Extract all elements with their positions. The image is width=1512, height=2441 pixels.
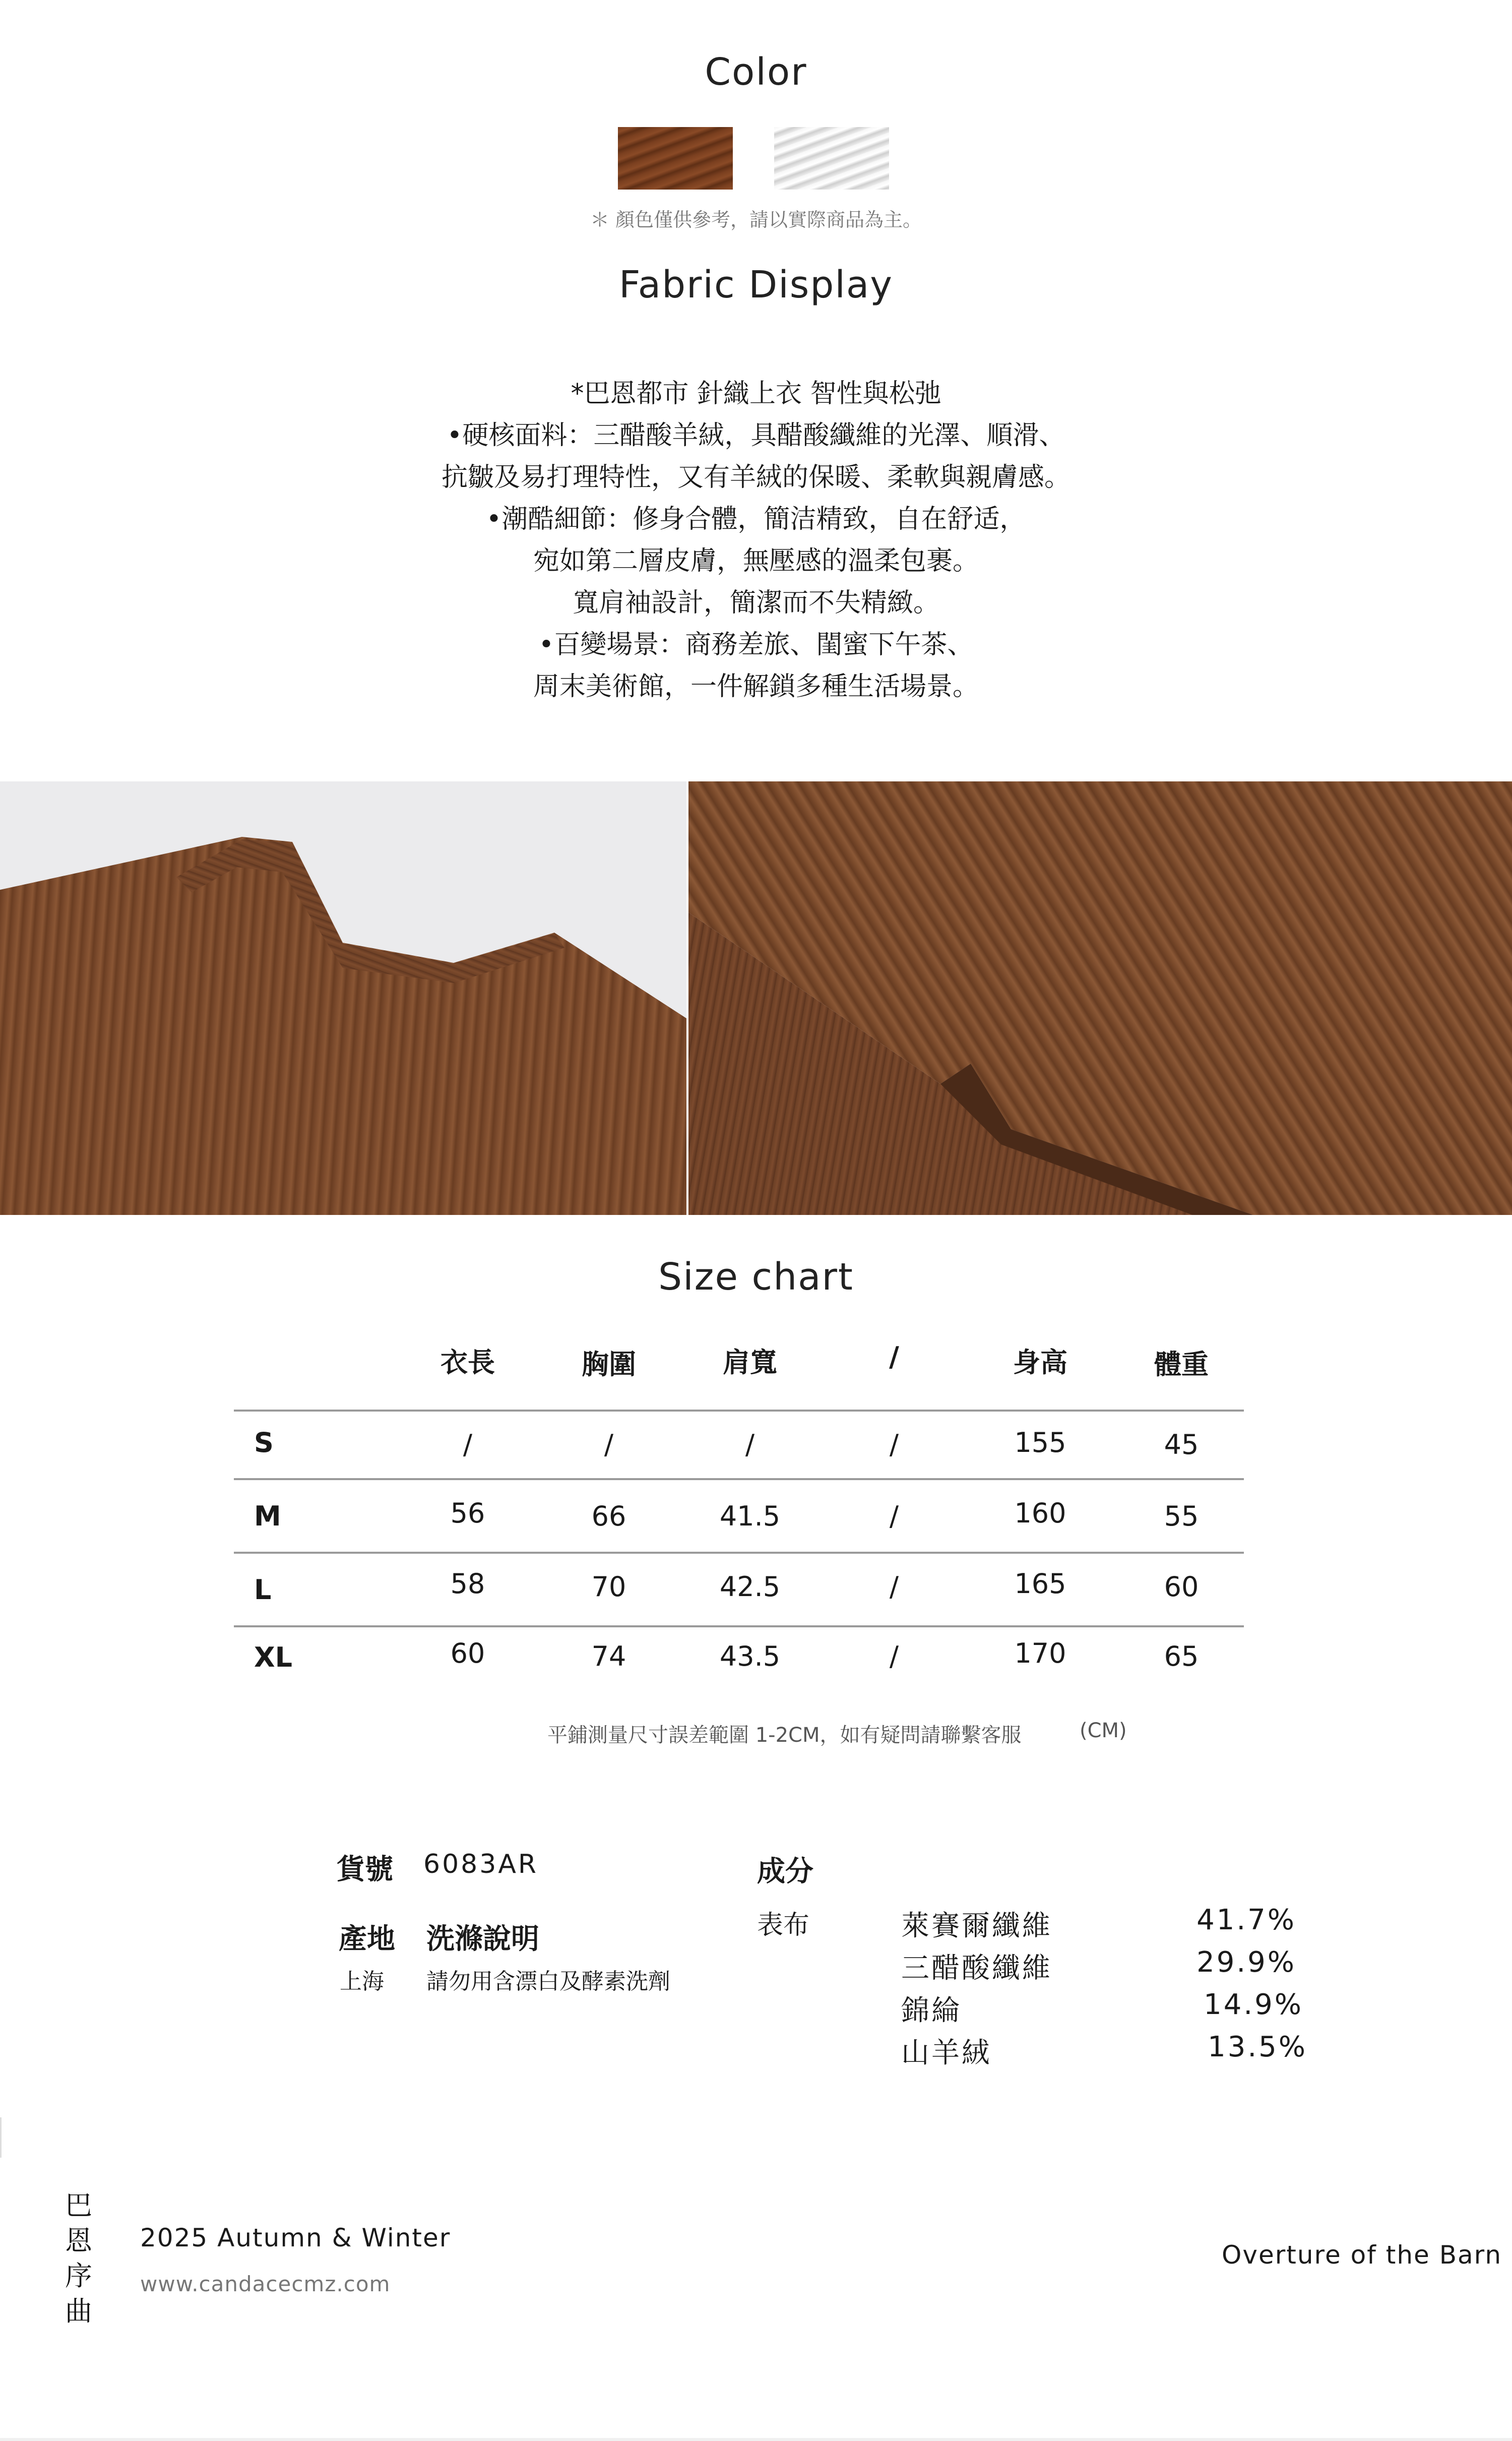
brand-char: 序: [65, 2260, 92, 2292]
fabric-description: [0, 373, 1512, 708]
table-cell: 74: [591, 1640, 626, 1672]
season-label: 2025 Autumn & Winter: [140, 2223, 451, 2252]
table-cell: 41.5: [719, 1500, 781, 1532]
website-link[interactable]: www.candacecmz.com: [140, 2272, 391, 2296]
description-line: 周末美術館，一件解鎖多種生活場景。: [533, 672, 979, 702]
collar-detail-photo: [0, 781, 686, 1215]
knit-fabric-texture: [0, 781, 686, 1215]
table-cell: 56: [450, 1497, 485, 1529]
description-line: 宛如第二層皮膚，無壓感的溫柔包裹。: [533, 546, 979, 576]
material-percent: 29.9%: [1196, 1946, 1296, 1979]
material-name: 山羊絨: [901, 2037, 992, 2069]
brand-char: 曲: [65, 2295, 92, 2327]
table-divider: [234, 1625, 1244, 1627]
table-cell: /: [889, 1640, 899, 1672]
origin-label: 產地: [339, 1923, 395, 1956]
brown-color-swatch: [618, 127, 733, 190]
brand-char: 恩: [65, 2225, 92, 2256]
item-number: 6083AR: [423, 1849, 539, 1879]
description-line: 抗皺及易打理特性，又有羊絨的保暖、柔軟與親膚感。: [441, 462, 1070, 493]
hem-detail-photo: [688, 781, 1512, 1215]
table-cell: /: [745, 1429, 755, 1460]
table-cell: /: [604, 1429, 614, 1460]
measurement-note: 平鋪測量尺寸誤差範圍 1-2CM，如有疑問請聯繫客服: [547, 1724, 1022, 1747]
material-percent: 13.5%: [1208, 2031, 1307, 2063]
table-cell: 70: [591, 1571, 626, 1603]
column-header-weight: 體重: [1154, 1349, 1209, 1380]
wash-instructions-label: 洗滌說明: [426, 1923, 539, 1956]
material-percent: 14.9%: [1204, 1988, 1303, 2021]
edge-mark: [0, 2117, 2, 2158]
table-cell: 155: [1014, 1427, 1066, 1458]
white-color-swatch: [774, 127, 889, 190]
description-line: •百變場景：商務差旅、閨蜜下午茶、: [538, 630, 974, 660]
material-name: 萊賽爾纖維: [901, 1910, 1052, 1942]
size-label: XL: [254, 1641, 293, 1673]
table-cell: 65: [1164, 1640, 1199, 1672]
bottom-border: [0, 2438, 1512, 2441]
fabric-heading: Fabric Display: [618, 263, 894, 307]
table-cell: /: [889, 1571, 899, 1603]
fabric-label: 表布: [757, 1910, 810, 1940]
table-cell: 60: [1164, 1571, 1199, 1603]
table-cell: 42.5: [719, 1571, 781, 1603]
table-cell: 66: [591, 1500, 626, 1532]
column-header-height: 身高: [1013, 1347, 1067, 1378]
size-label: S: [254, 1427, 274, 1458]
table-cell: 170: [1014, 1637, 1066, 1669]
composition-label: 成分: [757, 1855, 813, 1888]
column-header-length: 衣長: [440, 1347, 495, 1378]
column-header-chest: 胸圍: [582, 1349, 636, 1380]
color-heading: Color: [705, 50, 807, 94]
column-header-sleeve: /: [889, 1341, 899, 1373]
table-cell: /: [889, 1429, 899, 1460]
table-cell: 58: [450, 1568, 485, 1600]
table-cell: /: [463, 1429, 473, 1460]
table-cell: 160: [1014, 1497, 1066, 1529]
wash-instructions: 請勿用含漂白及酵素洗劑: [426, 1969, 670, 1994]
item-number-label: 貨號: [337, 1853, 393, 1886]
size-label: M: [254, 1500, 281, 1532]
table-cell: 45: [1164, 1429, 1199, 1460]
description-line: •潮酷細節：修身合體，簡洁精致，自在舒适，: [486, 504, 1026, 534]
description-line: 寬肩袖設計，簡潔而不失精緻。: [572, 588, 939, 618]
material-name: 錦綸: [901, 1994, 962, 2027]
column-header-shoulder: 肩寬: [723, 1347, 777, 1378]
size-chart-heading: Size chart: [658, 1255, 854, 1299]
table-divider: [234, 1410, 1244, 1412]
table-divider: [234, 1552, 1244, 1554]
table-cell: 165: [1014, 1568, 1066, 1600]
brand-vertical-name: [64, 2188, 94, 2329]
table-cell: 43.5: [719, 1640, 781, 1672]
description-line: •硬核面料：三醋酸羊絨，具醋酸纖維的光澤、順滑、: [447, 420, 1065, 451]
material-percent: 41.7%: [1196, 1904, 1296, 1936]
table-cell: 55: [1164, 1500, 1199, 1532]
material-name: 三醋酸纖維: [901, 1952, 1052, 1985]
color-disclaimer: ＊ 顏色僅供參考，請以實際商品為主。: [590, 209, 922, 231]
size-label: L: [254, 1574, 272, 1606]
unit-label: (CM): [1080, 1719, 1127, 1742]
origin-value: 上海: [340, 1969, 384, 1994]
table-cell: /: [889, 1500, 899, 1532]
brand-char: 巴: [65, 2189, 92, 2221]
description-line: *巴恩都市 針織上衣 智性與松弛: [571, 379, 941, 409]
brand-tagline: Overture of the Barn: [1222, 2240, 1502, 2270]
table-divider: [234, 1478, 1244, 1480]
table-cell: 60: [450, 1637, 485, 1669]
